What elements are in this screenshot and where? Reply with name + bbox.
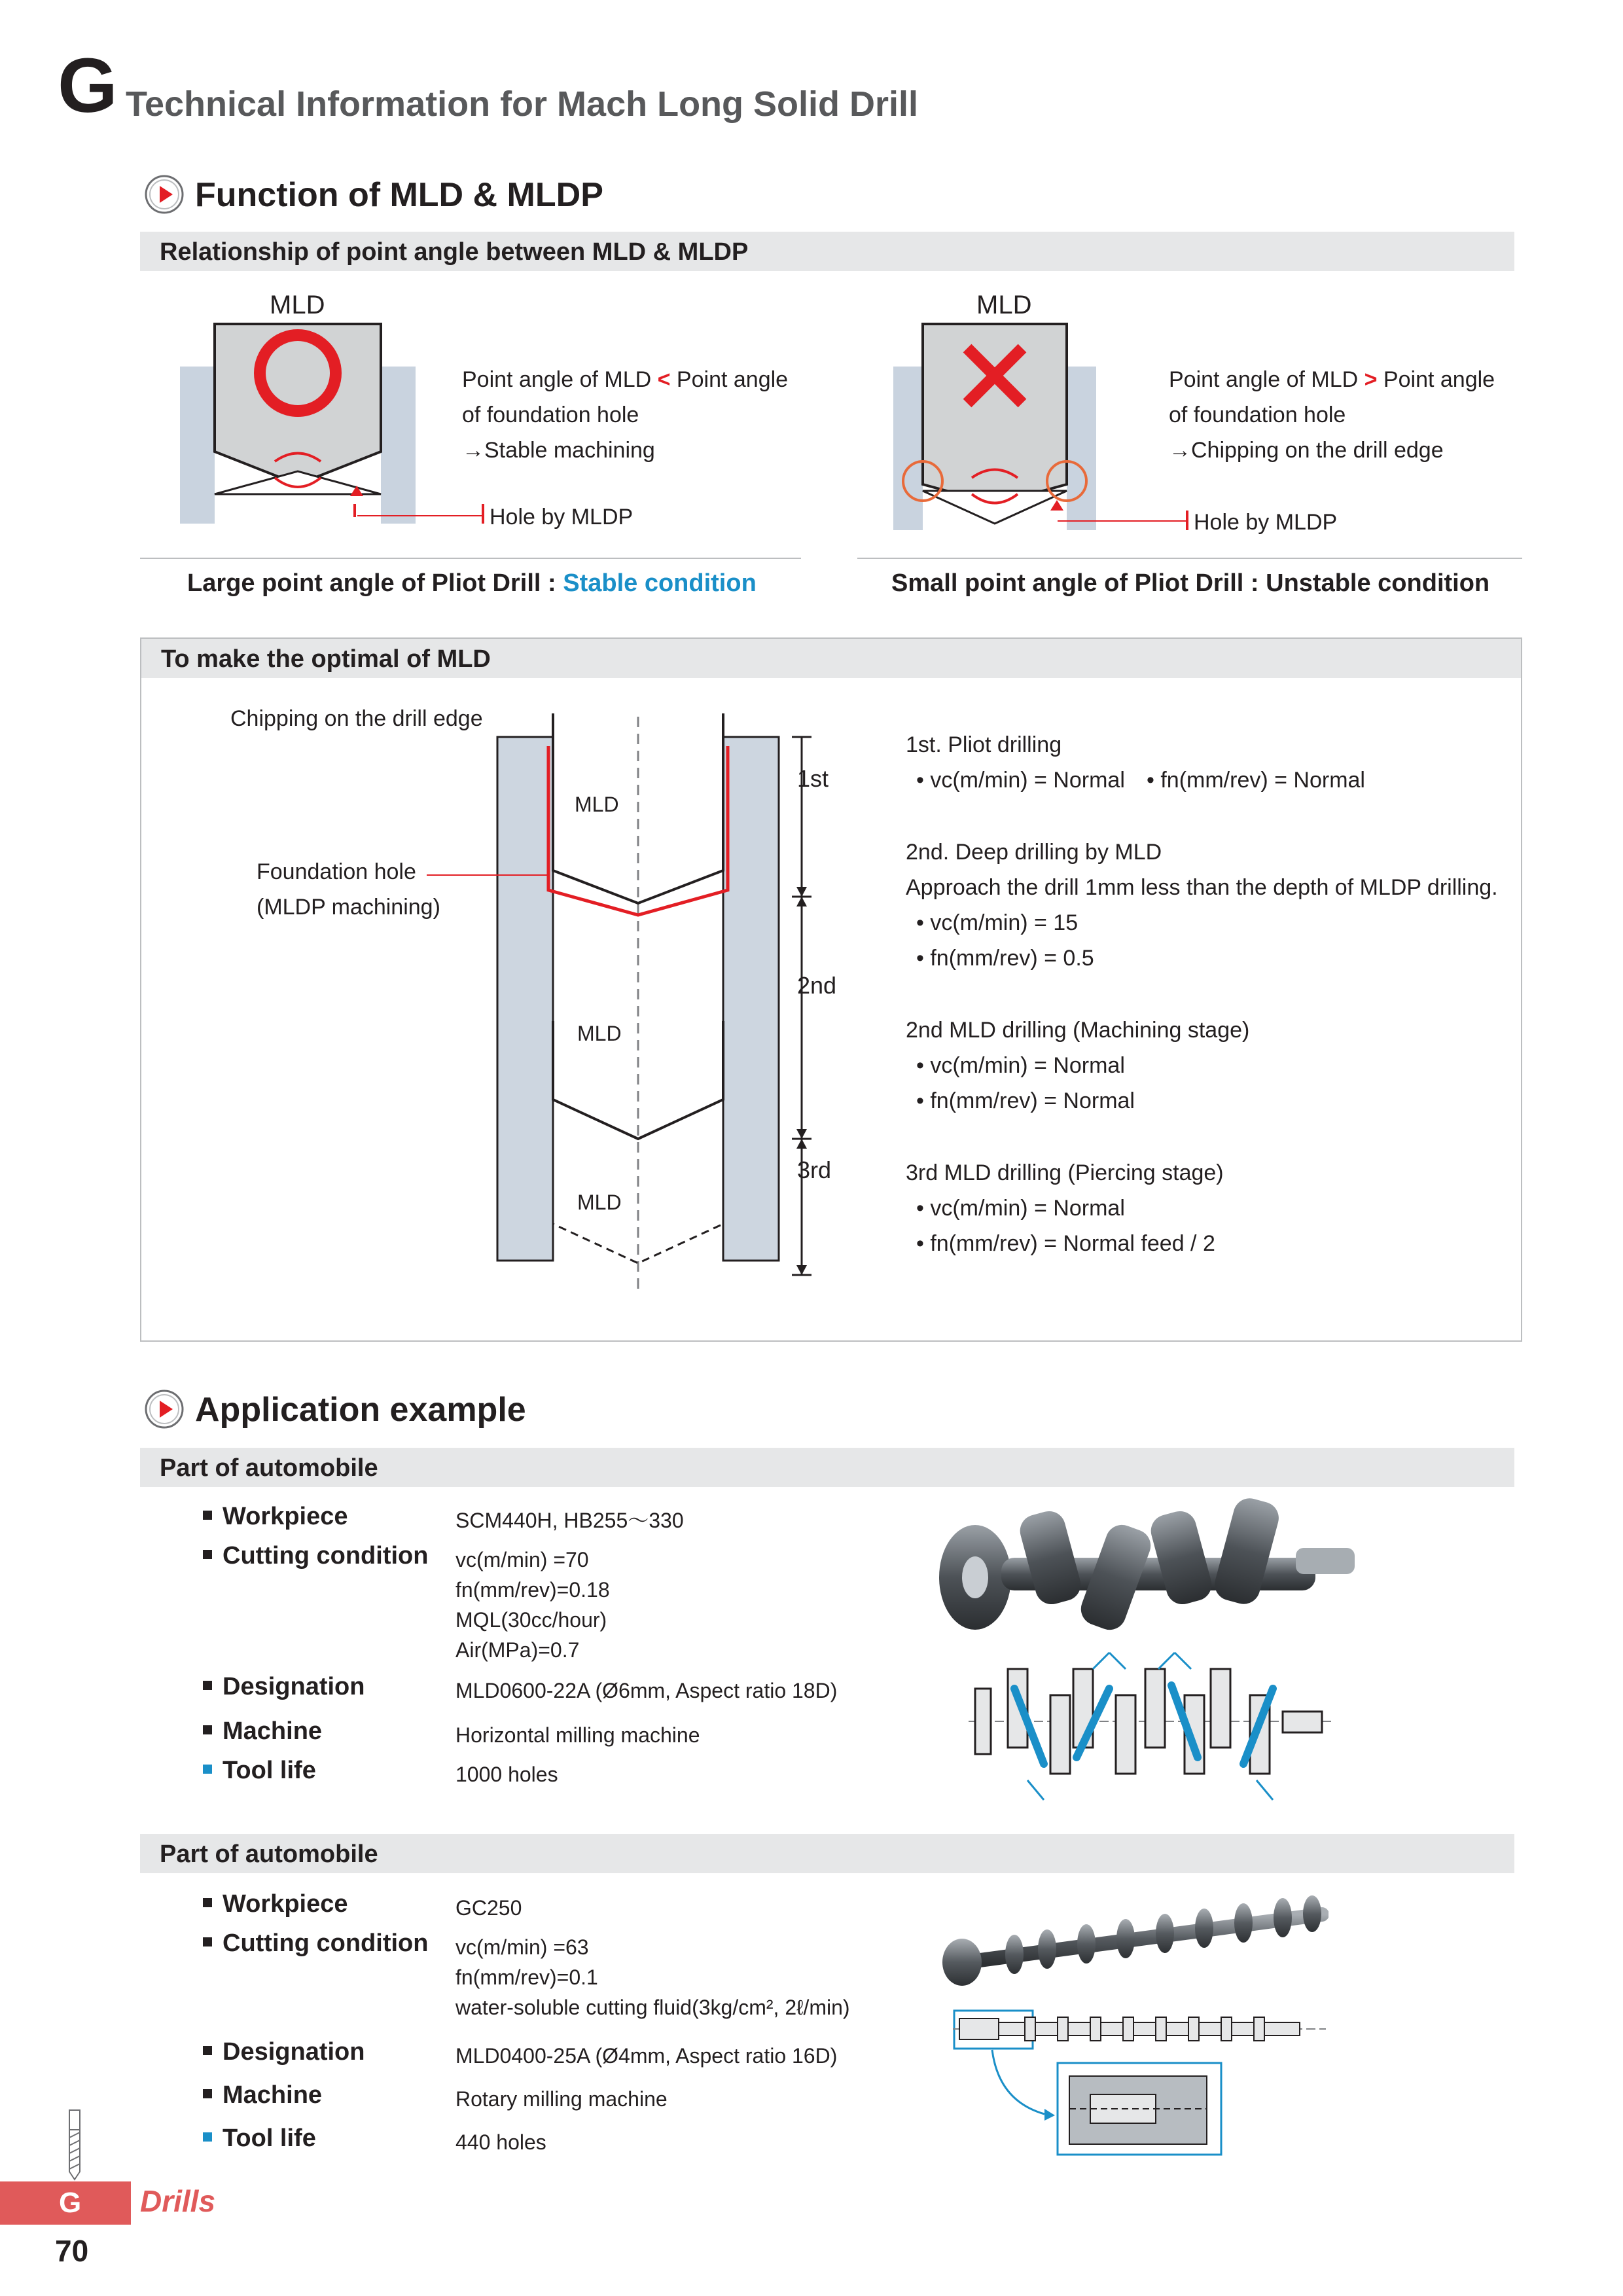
example2-bar: Part of automobile (140, 1834, 1514, 1873)
ex1-workpiece: SCM440H, HB255〜330 (455, 1509, 684, 1532)
camshaft-drawing (953, 2003, 1326, 2160)
ex1-label-cutting: Cutting condition (203, 1542, 428, 1570)
ex1-cond-2: MQL(30cc/hour) (455, 1608, 607, 1632)
ex2-workpiece: GC250 (455, 1896, 522, 1920)
ex2-cond-0: vc(m/min) =63 (455, 1935, 589, 1959)
ex2-label-toollife: Tool life (203, 2125, 316, 2153)
label-mld-1: MLD (575, 793, 619, 816)
ex1-label-toollife: Tool life (203, 1757, 316, 1785)
left-condition-line3: →Stable machining (462, 438, 655, 463)
label-foundation-sub: (MLDP machining) (257, 895, 440, 920)
right-condition-line1: Point angle of MLD > Point angle (1169, 367, 1495, 392)
step-4-title: 3rd MLD drilling (Piercing stage) (906, 1160, 1224, 1185)
drill-stage-diagram (484, 707, 838, 1296)
ex1-label-workpiece: Workpiece (203, 1503, 348, 1531)
caption-unstable: Small point angle of Pliot Drill : Unstable condition (891, 569, 1490, 597)
label-1st: 1st (797, 765, 829, 792)
ex2-cond-2: water-soluble cutting fluid(3kg/cm², 2ℓ/min) (455, 1996, 850, 2019)
chapter-tab: G (0, 2181, 131, 2225)
hole-by-mldp-right: Hole by MLDP (1194, 510, 1338, 535)
ex2-label-designation: Designation (203, 2038, 365, 2066)
subsection-bar-optimal (141, 639, 1521, 678)
step-2-fn: • fn(mm/rev) = 0.5 (916, 946, 1094, 971)
ex1-cond-1: fn(mm/rev)=0.18 (455, 1578, 610, 1602)
right-condition-line2: of foundation hole (1169, 403, 1346, 427)
step-1-vc: • vc(m/min) = Normal (916, 768, 1125, 793)
step-3-fn: • fn(mm/rev) = Normal (916, 1088, 1135, 1113)
hole-by-mldp-left: Hole by MLDP (490, 505, 633, 529)
category-label: Drills (140, 2184, 216, 2218)
ex1-label-designation: Designation (203, 1673, 365, 1701)
left-condition-line2: of foundation hole (462, 403, 639, 427)
label-mld-2: MLD (577, 1022, 622, 1045)
caption-stable: Large point angle of Pliot Drill : Stable condition (187, 569, 757, 597)
section-title-function: Function of MLD & MLDP (195, 176, 603, 214)
step-2-note: Approach the drill 1mm less than the depth of MLDP drilling. (906, 875, 1498, 900)
step-3-title: 2nd MLD drilling (Machining stage) (906, 1018, 1250, 1043)
crankshaft-image (929, 1486, 1361, 1649)
step-4-fn: • fn(mm/rev) = Normal feed / 2 (916, 1231, 1215, 1256)
left-condition-line1: Point angle of MLD < Point angle (462, 367, 789, 392)
label-mld-3: MLD (577, 1191, 622, 1214)
ex1-machine: Horizontal milling machine (455, 1723, 700, 1747)
step-4-vc: • vc(m/min) = Normal (916, 1196, 1125, 1221)
ex1-designation: MLD0600-22A (Ø6mm, Aspect ratio 18D) (455, 1679, 838, 1702)
step-2-title: 2nd. Deep drilling by MLD (906, 840, 1162, 865)
ex2-toollife: 440 holes (455, 2130, 546, 2154)
ex1-toollife: 1000 holes (455, 1763, 558, 1786)
camshaft-image (936, 1892, 1329, 1990)
ex2-label-workpiece: Workpiece (203, 1890, 348, 1918)
label-2nd: 2nd (797, 972, 837, 999)
step-1-title: 1st. Pliot drilling (906, 732, 1062, 757)
crankshaft-drawing (969, 1649, 1335, 1806)
right-condition-line3: →Chipping on the drill edge (1169, 438, 1444, 463)
stable-diagram (177, 321, 419, 530)
label-foundation: Foundation hole (257, 859, 416, 884)
drill-icon (63, 2109, 86, 2181)
play-icon (144, 174, 185, 215)
ex2-label-cutting: Cutting condition (203, 1929, 428, 1958)
ex2-designation: MLD0400-25A (Ø4mm, Aspect ratio 16D) (455, 2044, 838, 2068)
label-chipping: Chipping on the drill edge (230, 706, 483, 731)
subsection-title-optimal: To make the optimal of MLD (161, 645, 491, 673)
ex2-machine: Rotary milling machine (455, 2087, 668, 2111)
ex2-cond-1: fn(mm/rev)=0.1 (455, 1965, 598, 1989)
example1-bar: Part of automobile (140, 1448, 1514, 1487)
mld-label-left: MLD (270, 291, 325, 319)
step-1-fn: • fn(mm/rev) = Normal (1147, 768, 1365, 793)
ex1-cond-3: Air(MPa)=0.7 (455, 1638, 580, 1662)
subsection-bar-relationship (140, 232, 1514, 271)
ex1-cond-0: vc(m/min) =70 (455, 1548, 589, 1571)
label-3rd: 3rd (797, 1157, 832, 1183)
step-3-vc: • vc(m/min) = Normal (916, 1053, 1125, 1078)
step-2-vc: • vc(m/min) = 15 (916, 910, 1079, 935)
mld-label-right: MLD (976, 291, 1032, 319)
page-number: 70 (55, 2234, 89, 2268)
chapter-letter: G (58, 43, 118, 129)
ex1-label-machine: Machine (203, 1717, 322, 1746)
section-title-application: Application example (195, 1391, 526, 1429)
unstable-diagram (890, 321, 1099, 537)
play-icon (144, 1389, 185, 1429)
ex2-label-machine: Machine (203, 2081, 322, 2109)
page-title: Technical Information for Mach Long Solid Drill (126, 84, 919, 124)
subsection-title: Relationship of point angle between MLD & MLDP (160, 238, 749, 266)
